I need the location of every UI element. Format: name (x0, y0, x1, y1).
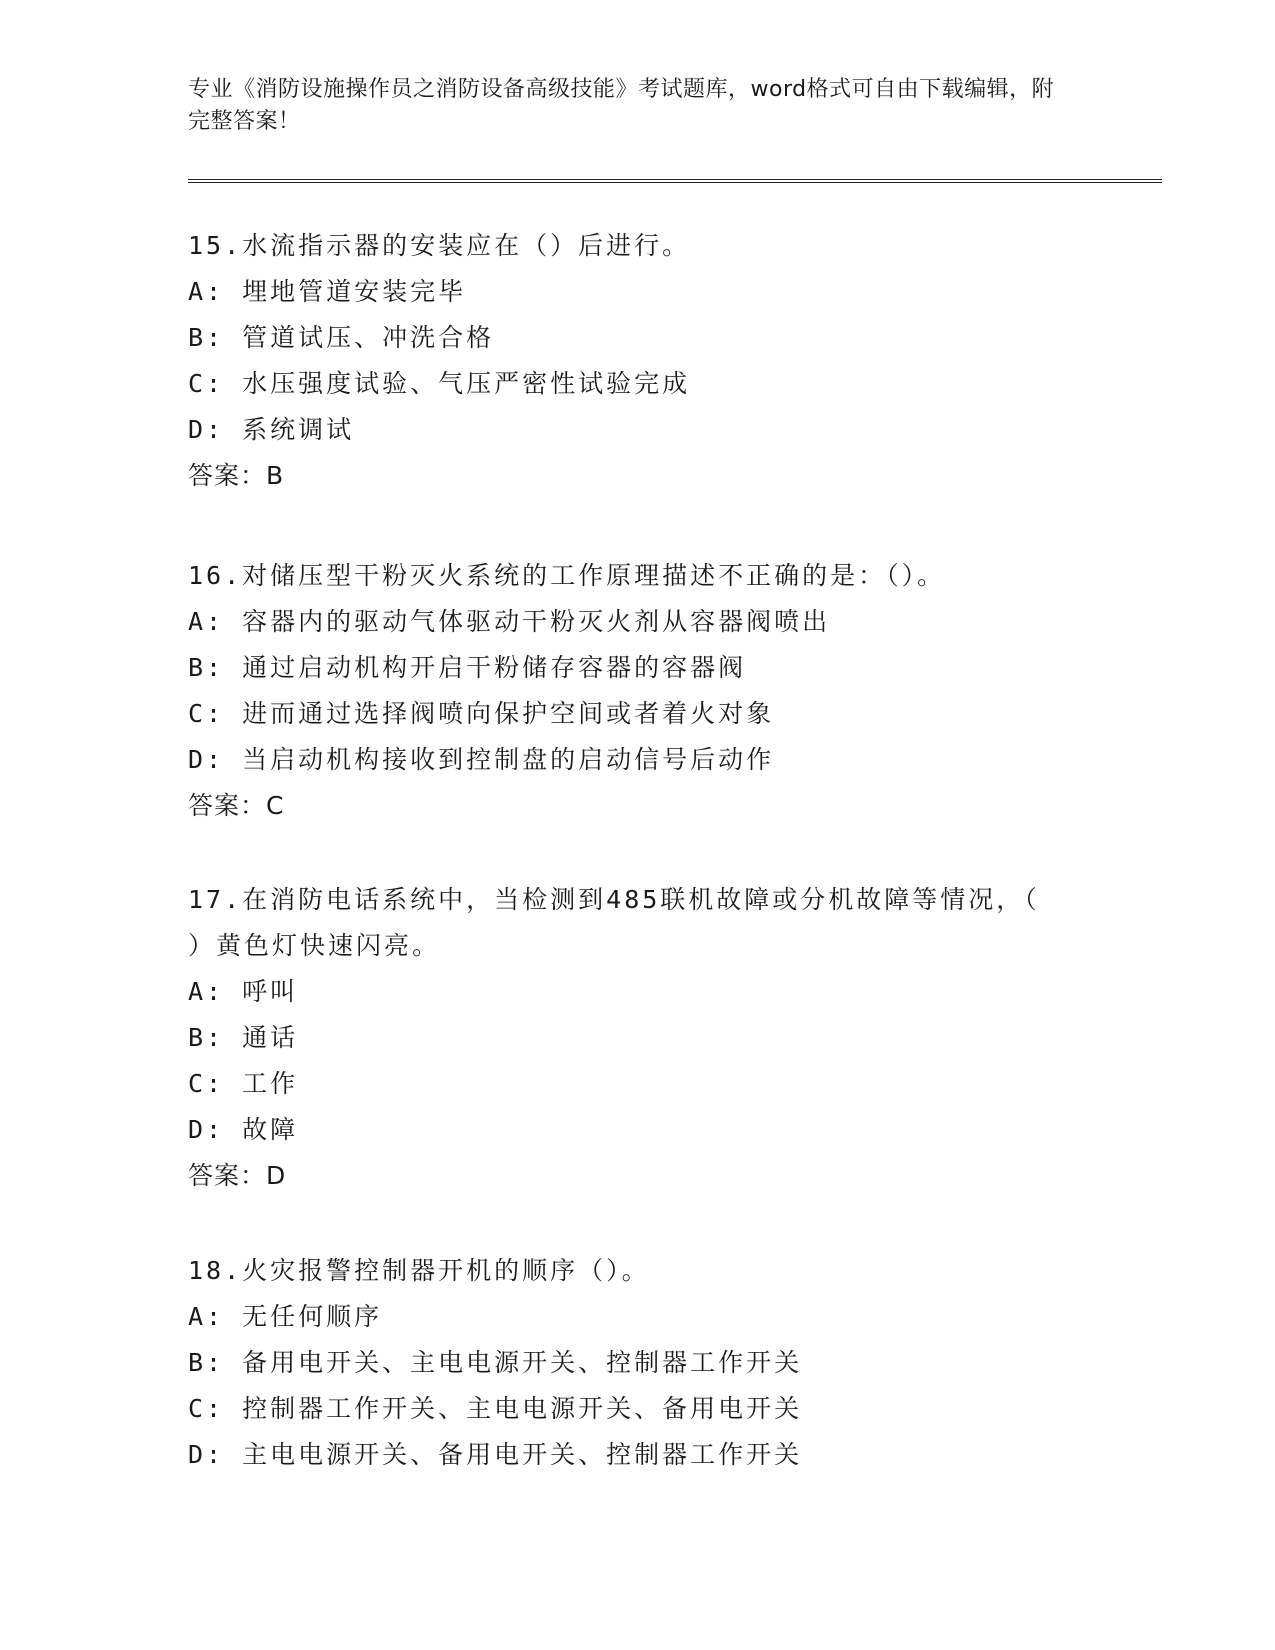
option-a: A: 容器内的驱动气体驱动干粉灭火剂从容器阀喷出 (188, 607, 831, 636)
question-stem-line-2: ）黄色灯快速闪亮。 (188, 931, 441, 960)
option-c: C: 控制器工作开关、主电电源开关、备用电开关 (188, 1394, 803, 1423)
question-stem-line-1: 17.在消防电话系统中，当检测到485联机故障或分机故障等情况，（ (188, 885, 1040, 914)
question-16 (188, 553, 1088, 829)
option-b: B: 管道试压、冲洗合格 (188, 323, 495, 352)
question-17 (188, 877, 1088, 1199)
question-15 (188, 223, 1088, 499)
question-stem: 15.水流指示器的安装应在（）后进行。 (188, 231, 691, 260)
question-stem: 16.对储压型干粉灭火系统的工作原理描述不正确的是：（）。 (188, 561, 946, 590)
option-c: C: 进而通过选择阀喷向保护空间或者着火对象 (188, 699, 775, 728)
option-b: B: 通话 (188, 1023, 299, 1052)
answer-label: 答案：D (188, 1161, 287, 1190)
option-a: A: 无任何顺序 (188, 1302, 383, 1331)
option-c: C: 工作 (188, 1069, 299, 1098)
option-d: D: 系统调试 (188, 415, 355, 444)
option-c: C: 水压强度试验、气压严密性试验完成 (188, 369, 691, 398)
answer-label: 答案：B (188, 461, 285, 490)
option-a: A: 埋地管道安装完毕 (188, 277, 467, 306)
option-a: A: 呼叫 (188, 977, 299, 1006)
header-double-rule (188, 179, 1162, 183)
question-18 (188, 1248, 1088, 1478)
option-d: D: 当启动机构接收到控制盘的启动信号后动作 (188, 745, 775, 774)
option-b: B: 通过启动机构开启干粉储存容器的容器阀 (188, 653, 747, 682)
question-stem: 18.火灾报警控制器开机的顺序（）。 (188, 1256, 650, 1285)
option-d: D: 故障 (188, 1115, 299, 1144)
header-intro: 专业《消防设施操作员之消防设备高级技能》考试题库，word格式可自由下载编辑，附完整答案！ (188, 77, 1055, 134)
option-b: B: 备用电开关、主电电源开关、控制器工作开关 (188, 1348, 803, 1377)
answer-label: 答案：C (188, 791, 285, 820)
option-d: D: 主电电源开关、备用电开关、控制器工作开关 (188, 1440, 803, 1469)
